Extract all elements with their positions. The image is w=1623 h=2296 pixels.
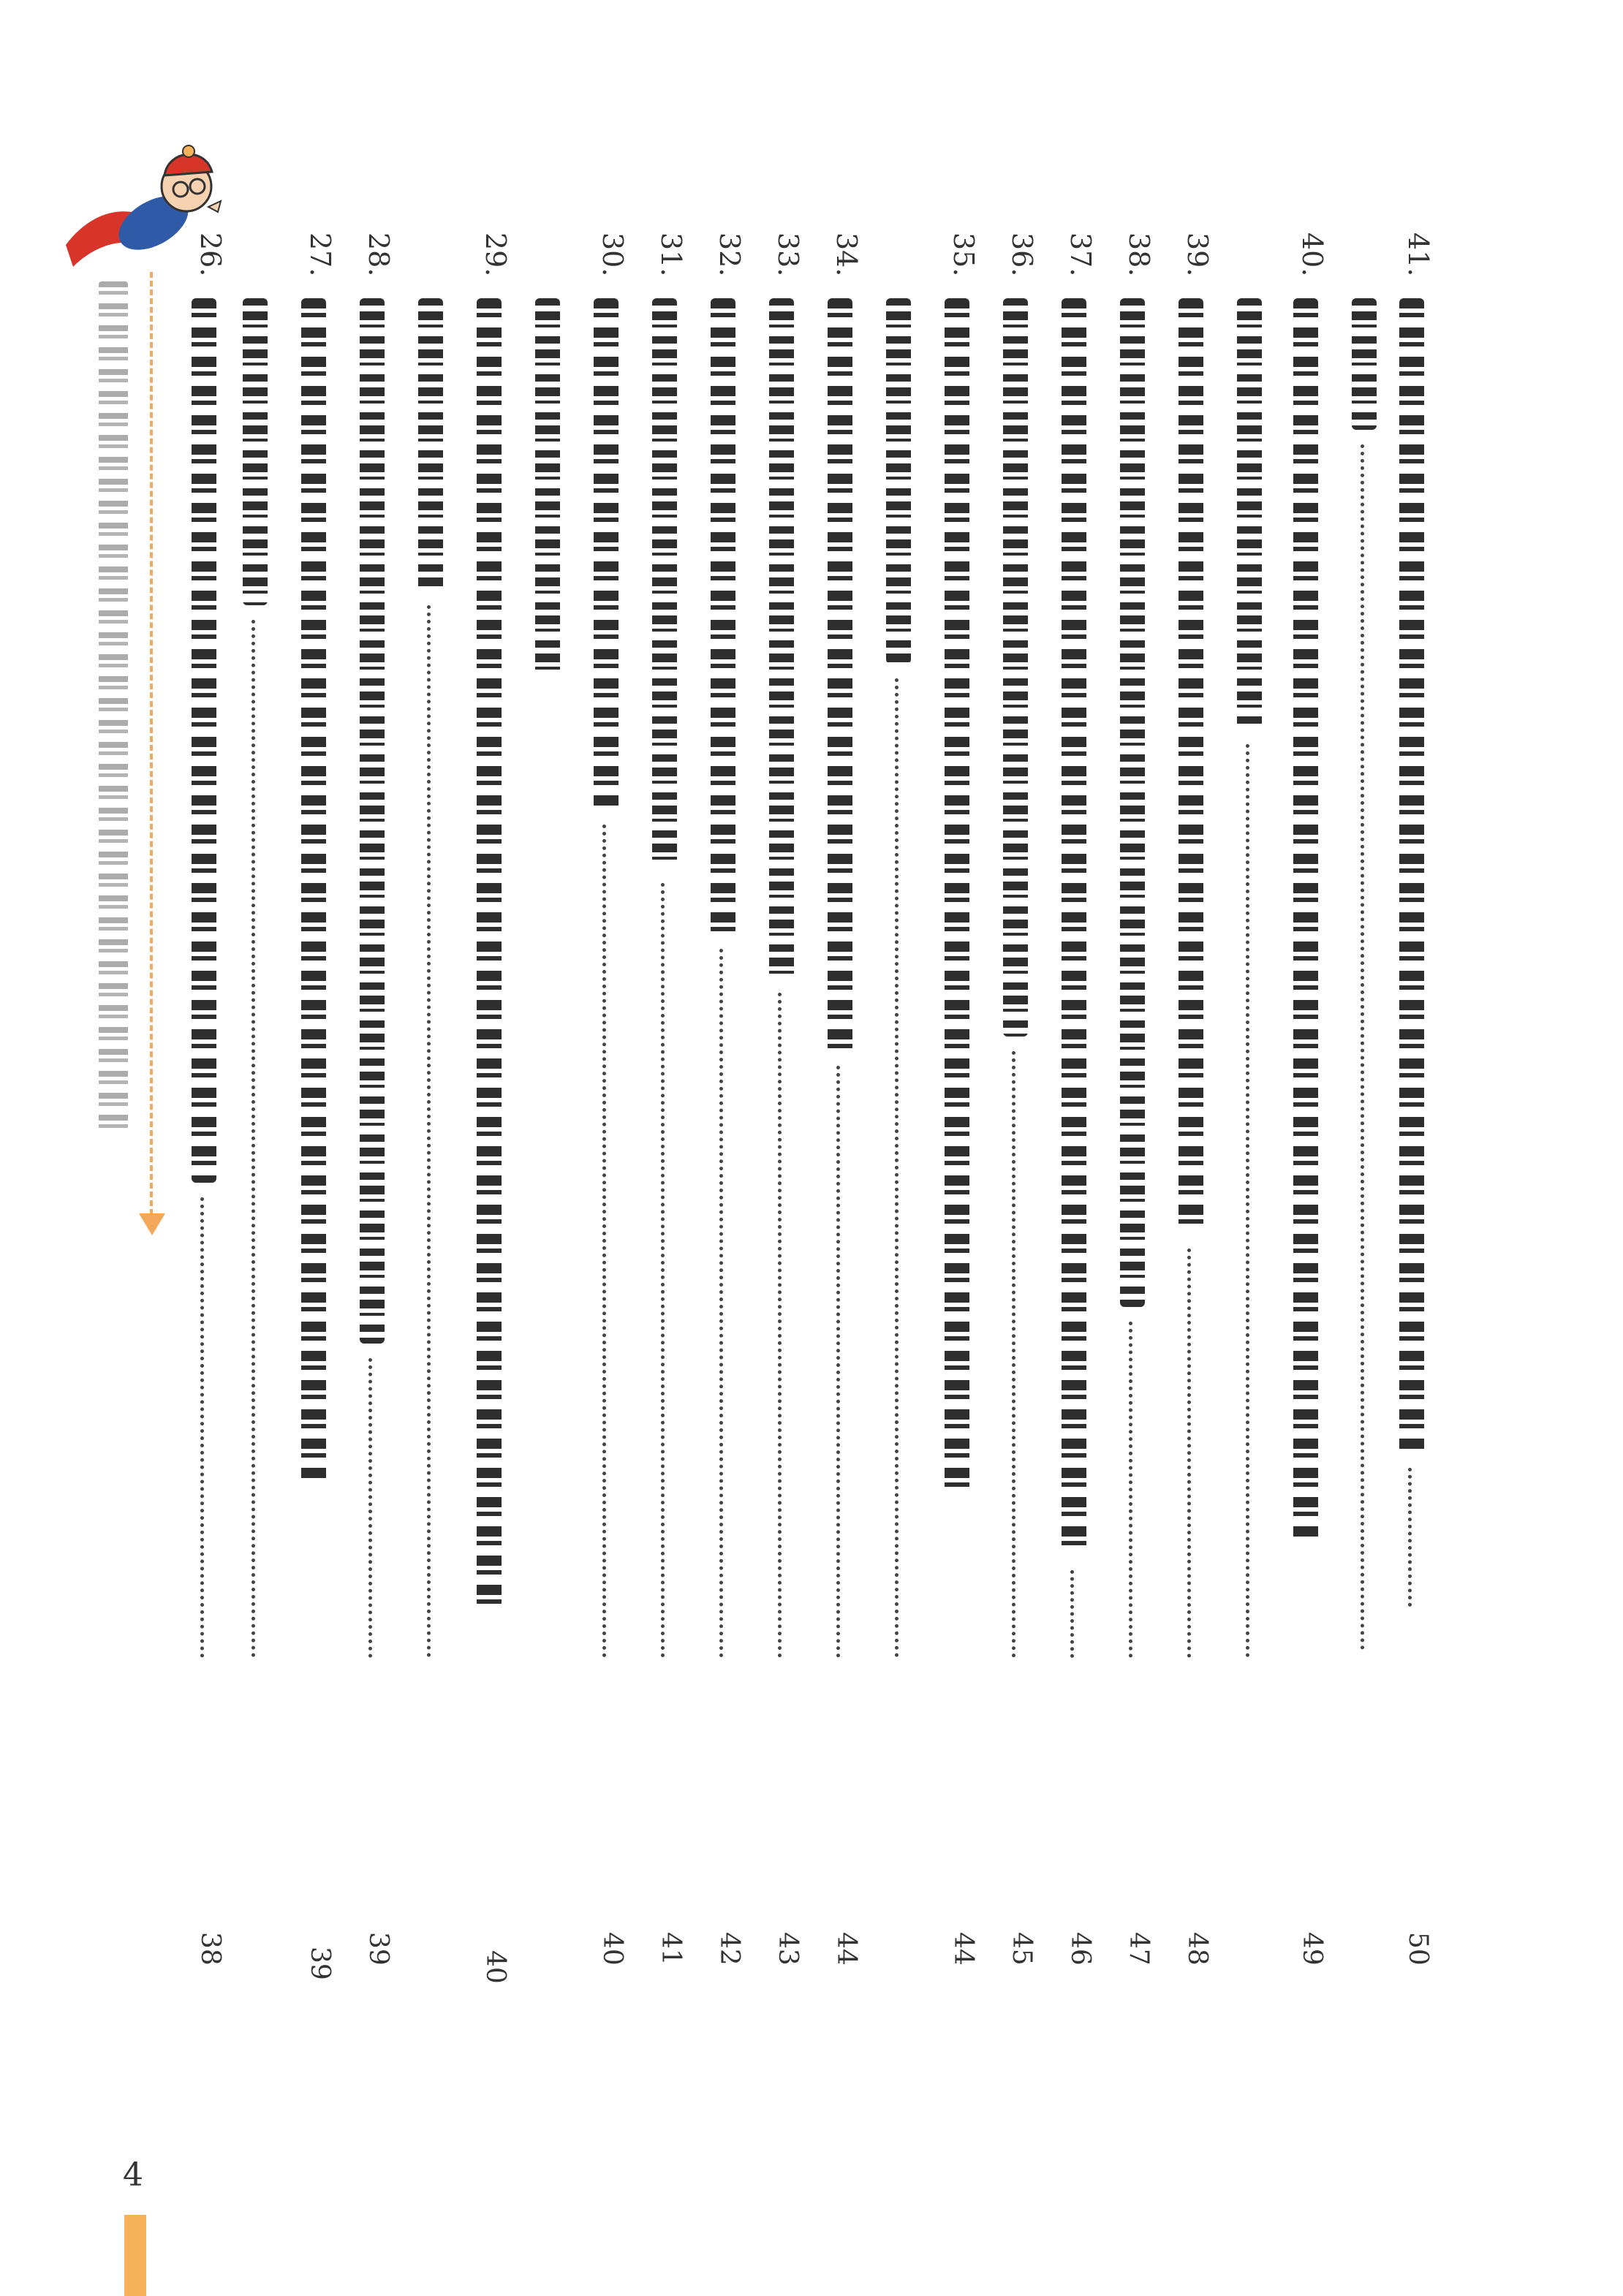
leader-dots	[1361, 444, 1364, 1651]
entry-title-glyphs	[1003, 298, 1028, 1037]
leader-dots	[1129, 1322, 1132, 1658]
leader-dots	[836, 1066, 840, 1658]
toc-entry[interactable]	[583, 232, 629, 1966]
entry-title-glyphs	[1062, 298, 1086, 1556]
toc-number: 40.	[1296, 232, 1328, 277]
toc-entry[interactable]	[1051, 232, 1097, 1966]
toc-number: 37.	[1064, 232, 1097, 277]
entry-title-glyphs	[535, 298, 560, 678]
leader-dots	[368, 1358, 372, 1658]
leader-dots	[719, 949, 723, 1658]
leader-dots	[895, 678, 898, 1658]
toc-entry[interactable]	[993, 232, 1038, 1966]
toc-entry[interactable]	[934, 232, 980, 1966]
toc-number: 39.	[1181, 232, 1214, 277]
toc-entry-continuation	[232, 232, 276, 1782]
entry-title-glyphs	[1237, 298, 1262, 730]
entry-title-glyphs	[886, 298, 911, 664]
toc-entry-continuation	[408, 232, 452, 1782]
entry-title-glyphs	[945, 298, 969, 1497]
toc-entry[interactable]	[759, 232, 804, 1966]
page-tab-marker	[124, 2215, 146, 2296]
toc-entry[interactable]	[817, 232, 863, 1966]
entry-title-glyphs	[828, 298, 852, 1051]
toc-number: 30.	[597, 232, 629, 277]
toc-number: 27.	[304, 232, 336, 277]
leader-dots	[251, 620, 255, 1658]
leader-dots	[1408, 1468, 1412, 1607]
toc-number: 41.	[1402, 232, 1434, 277]
toc-number: 32.	[714, 232, 746, 277]
leader-dots	[602, 825, 606, 1658]
toc-page: 47	[1124, 1932, 1154, 1966]
leader-dots	[1012, 1051, 1015, 1658]
header-arrow-icon	[139, 1213, 165, 1235]
toc-page: 43	[773, 1932, 803, 1966]
leader-dots	[200, 1197, 204, 1658]
toc-entry-continuation	[1342, 232, 1385, 1782]
leader-dots	[1070, 1570, 1074, 1658]
toc-page: 40	[597, 1932, 627, 1966]
header-dashed-rule	[150, 272, 153, 1215]
leader-dots	[661, 883, 665, 1658]
flying-boy-mascot-icon	[58, 135, 227, 281]
toc-entry[interactable]	[291, 232, 336, 1980]
entry-title-glyphs	[594, 298, 618, 810]
page-number: 4	[123, 2156, 143, 2194]
toc-page: 38	[195, 1932, 225, 1966]
entry-title-glyphs	[1179, 298, 1203, 1234]
toc-entry[interactable]	[1110, 232, 1155, 1966]
leader-dots	[1187, 1249, 1191, 1658]
entry-title-glyphs	[769, 298, 794, 978]
entry-title-glyphs	[477, 298, 502, 1607]
toc-number: 31.	[655, 232, 687, 277]
series-title	[99, 281, 128, 1133]
toc-page: 45	[1007, 1932, 1037, 1966]
toc-page: 44	[831, 1932, 861, 1966]
toc-number: 35.	[947, 232, 980, 277]
entry-title-glyphs	[418, 298, 443, 591]
entry-title-glyphs	[711, 298, 735, 934]
toc-entry[interactable]	[1168, 232, 1214, 1966]
toc-page: 39	[363, 1932, 393, 1966]
toc-page: 50	[1403, 1932, 1433, 1966]
entry-title-glyphs	[301, 298, 326, 1482]
toc-entry[interactable]	[349, 232, 395, 1966]
toc-entry-continuation	[1227, 232, 1271, 1782]
toc-entry[interactable]	[1389, 232, 1434, 1966]
entry-title-glyphs	[1352, 298, 1377, 430]
entry-title-glyphs	[1293, 298, 1318, 1541]
entry-title-glyphs	[1120, 298, 1145, 1307]
toc-page: 39	[305, 1947, 335, 1980]
entry-title-glyphs	[360, 298, 385, 1344]
toc-page: 44	[948, 1932, 978, 1966]
toc-page: 42	[714, 1932, 744, 1966]
toc-number: 38.	[1123, 232, 1155, 277]
leader-dots	[1246, 744, 1249, 1658]
toc-entry-continuation	[876, 232, 920, 1782]
leader-dots	[778, 993, 782, 1658]
toc-entry[interactable]	[466, 232, 512, 1984]
toc-page: 49	[1297, 1932, 1327, 1966]
toc-number: 29.	[480, 232, 512, 277]
toc-entry[interactable]	[181, 232, 227, 1966]
toc-page: 41	[656, 1932, 686, 1966]
toc-entry-continuation	[525, 232, 569, 1782]
entry-title-glyphs	[1399, 298, 1424, 1453]
toc-number: 36.	[1006, 232, 1038, 277]
toc-number: 33.	[772, 232, 804, 277]
leader-dots	[427, 605, 431, 1658]
toc-number: 34.	[831, 232, 863, 277]
toc-entry[interactable]	[1283, 232, 1328, 1966]
entry-title-glyphs	[243, 298, 268, 605]
toc-number: 28.	[363, 232, 395, 277]
entry-title-glyphs	[192, 298, 216, 1183]
toc-entry[interactable]	[700, 232, 746, 1966]
entry-title-glyphs	[652, 298, 677, 868]
toc-number: 26.	[194, 232, 227, 277]
toc-page: 40	[480, 1950, 510, 1984]
toc-page: 46	[1065, 1932, 1095, 1966]
toc-entry[interactable]	[642, 232, 687, 1966]
toc-page: 48	[1182, 1932, 1212, 1966]
